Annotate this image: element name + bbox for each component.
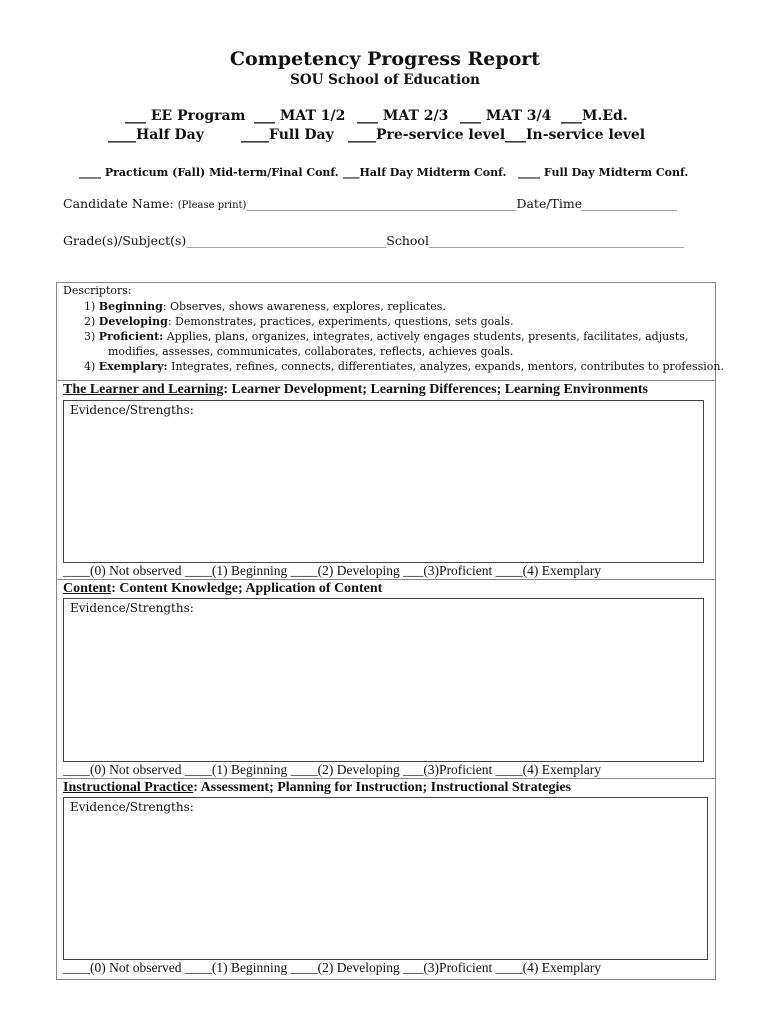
- date-time-line[interactable]: ___________________: [582, 200, 678, 211]
- page-title: Competency Progress Report: [229, 48, 541, 70]
- section-heading-instruction: Instructional Practice: Assessment; Planning for Instruction; Instructional Strategies: [63, 780, 571, 795]
- rating-options-instruction[interactable]: ____(0) Not observed ____(1) Beginning ____(2) Developing ___(3)Proficient ____(4) Exemplary: [63, 960, 602, 975]
- grade-subject-label: Grade(s)/Subject(s): [63, 233, 187, 248]
- descriptor-3-cont: modifies, assesses, communicates, collaborates, reflects, achieves goals.: [108, 345, 514, 358]
- section-heading-learner: The Learner and Learning: Learner Development; Learning Differences; Learning Environments: [63, 382, 648, 397]
- school-label: School: [386, 233, 429, 248]
- date-time-label: Date/Time: [516, 196, 583, 211]
- evidence-label: Evidence/Strengths:: [70, 800, 194, 814]
- candidate-name-label: Candidate Name:: [63, 196, 174, 211]
- conf-full-day[interactable]: ____ Full Day Midterm Conf.: [518, 166, 689, 179]
- section-divider: [56, 579, 716, 580]
- page-subtitle: SOU School of Education: [290, 72, 480, 88]
- descriptor-2: 2) Developing: Demonstrates, practices, experiments, questions, sets goals.: [84, 315, 514, 328]
- program-med[interactable]: ___M.Ed.: [561, 108, 628, 124]
- grade-subject-line[interactable]: ________________________________________: [186, 237, 387, 248]
- grade-school-field[interactable]: [63, 233, 684, 248]
- program-mat-2-3[interactable]: ___ MAT 2/3: [357, 108, 449, 124]
- section-divider: [56, 778, 716, 779]
- candidate-name-hint: (Please print): [177, 200, 247, 211]
- program-mat-3-4[interactable]: ___ MAT 3/4: [460, 108, 552, 124]
- program-full-day[interactable]: ____Full Day: [241, 127, 334, 143]
- conf-half-day[interactable]: ___Half Day Midterm Conf.: [343, 166, 507, 179]
- school-line[interactable]: ___________________________________________________: [428, 237, 684, 248]
- section-heading-content: Content: Content Knowledge; Application of Content: [63, 581, 383, 596]
- evidence-box-learner[interactable]: [63, 400, 704, 563]
- descriptors-title: Descriptors:: [63, 284, 132, 297]
- section-divider: [56, 380, 716, 381]
- evidence-label: Evidence/Strengths:: [70, 601, 194, 615]
- program-half-day[interactable]: ____Half Day: [108, 127, 204, 143]
- candidate-name-line[interactable]: ______________________________________________________: [246, 200, 517, 211]
- descriptor-3: 3) Proficient: Applies, plans, organizes, integrates, actively engages students, presents, facilitates, adjusts,: [84, 330, 689, 343]
- program-mat-1-2[interactable]: ___ MAT 1/2: [254, 108, 346, 124]
- rating-options-content[interactable]: ____(0) Not observed ____(1) Beginning ____(2) Developing ___(3)Proficient ____(4) Exemplary: [63, 762, 602, 777]
- conf-practicum[interactable]: ____ Practicum (Fall) Mid-term/Final Conf.: [79, 166, 339, 179]
- descriptor-4: 4) Exemplary: Integrates, refines, connects, differentiates, analyzes, expands, mentors, contributes to profession.: [84, 360, 724, 373]
- evidence-box-instruction[interactable]: [63, 797, 708, 960]
- evidence-box-content[interactable]: [63, 598, 704, 762]
- evidence-label: Evidence/Strengths:: [70, 403, 194, 417]
- rating-options-learner[interactable]: ____(0) Not observed ____(1) Beginning ____(2) Developing ___(3)Proficient ____(4) Exemplary: [63, 563, 602, 578]
- program-in-service[interactable]: ___In-service level: [505, 127, 646, 143]
- program-pre-service[interactable]: ____Pre-service level: [348, 127, 506, 143]
- descriptor-1: 1) Beginning: Observes, shows awareness, explores, replicates.: [84, 300, 446, 313]
- candidate-name-field[interactable]: [63, 196, 677, 211]
- program-ee[interactable]: ___ EE Program: [125, 108, 246, 124]
